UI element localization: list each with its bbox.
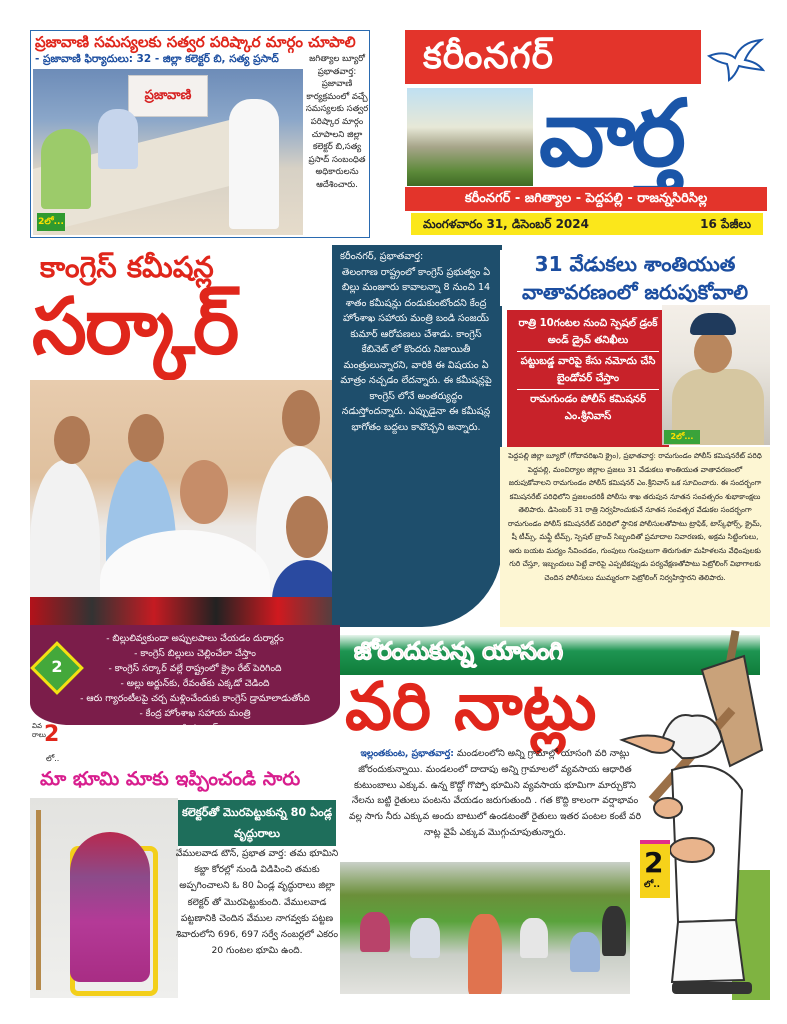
police-headline: 31 వేడుకలు శాంతియుత వాతావరణంలో జరుపుకోవాలి	[500, 250, 770, 306]
walking-stick	[36, 810, 41, 990]
prajavani-story	[30, 30, 370, 238]
highlight-item: - అల్లు అర్జున్‌కు, రేవంత్‌కు ఎక్కడో చెడింది	[120, 678, 270, 689]
photo-face	[128, 414, 164, 462]
elderly-woman-photo	[30, 798, 178, 998]
masthead-title: వార్త	[539, 80, 682, 187]
prajavani-photo	[33, 69, 303, 235]
details-label: వివరాలు	[32, 722, 46, 739]
lead-dateline: కరీంనగర్, ప్రభాతవార్త:	[340, 251, 424, 262]
paddy-field-photo	[340, 862, 630, 994]
photo-face	[694, 331, 732, 373]
photo-person	[410, 918, 440, 958]
land-headline: మా భూమి మాకు ఇప్పించండి సారు	[40, 768, 301, 790]
continued-badge[interactable]	[640, 840, 670, 898]
photo-face	[54, 416, 90, 464]
highlight-item: - కేంద్ర హోంశాఖ సహాయ మంత్రి	[139, 708, 251, 719]
highlight-item: - బిల్లులివ్వకుండా అప్పులపాలు చేయడం దుర్మార్గం	[106, 633, 284, 644]
lead-headline: సర్కార్	[32, 282, 238, 372]
details-suffix: లో..	[46, 754, 60, 763]
details-jump-badge[interactable]	[32, 722, 66, 766]
paddy-body: మండలంలోని అన్ని గ్రామాల్లో యాసంగి వరి నాట్లు జోరందుకున్నాయి. మండలంలో దాదాపు అన్ని గ్రామాలలో వ్యవసాయ ఆధారిత కుటుంబాలు ఎక్కువ. ఉన్న కొద్దో గొప్పో భూమిని వ్యవసాయ భూమిగా మార్చుకొని నేలను బట్టి రైతులు పంటను వేయడం జరుగుతుంది . గత కొద్ది కాలంగా వర్షాభావం వల్ల సాగు నీరు ఎక్కువ అందు బాటులో ఉండటంతో రైతులు ఇతర పంటల కంటే వరి నాట్ల వైపే ఎక్కువ మొగ్గుచూపుతున్నారు.	[348, 748, 642, 838]
dam-illustration	[407, 88, 533, 186]
highlight-item: రాత్రి 10గంటల నుంచి స్పెషల్ డ్రంక్ అండ్ డ్రైవ్ తనిఖీలు	[518, 318, 658, 346]
masthead-districts: కరీంనగర్ - జగిత్యాల - పెద్దపల్లి - రాజన్నసిరిసిల్ల	[405, 187, 767, 211]
highlight-item: పట్టుబడ్డ వారిపై కేసు నమోదు చేసి బైండోవర్ చేస్తాం	[520, 356, 656, 384]
photo-person	[360, 912, 390, 952]
story-headline: ప్రజావాణి సమస్యలకు సత్వర పరిష్కార మార్గం చూపాలి	[35, 33, 356, 51]
photo-person	[229, 99, 279, 229]
photo-person	[570, 932, 600, 972]
police-body: పెద్దపల్లి జిల్లా బ్యూరో (గోదావరిఖని క్రైం), ప్రభాతవార్త: రామగుండం పోలీస్ కమిషనరేట్ పరిధి పెద్దపల్లి, మంచిర్యాల జిల్లాల ప్రజలు 31 వేడుకలు శాంతియుత వాతావరణంలో జరుపుకోవాలని రామగుండం పోలీస్ కమిషనర్ ఎం.శ్రీనివాస్ ఒక సూచించారు. ఈ సందర్భంగా కమిషనరేట్ పరిధిలోని ప్రజలందరికీ పోలీసు శాఖ తరుపున నూతన సంవత్సరం శుభాకాంక్షలు తెలిపారు. డిసెంబర్ 31 రాత్రి నిర్వహించుకునే నూతన సంవత్సర వేడుకల సందర్భంగా రామగుండం పోలీస్ కమిషనరేట్ పరిధిలో స్థానిక పోలీసులతోపాటు ట్రాఫిక్, టాస్క్‌ఫోర్స్, క్రైమ్, షీ టీమ్స్, మఫ్టీ టీమ్స్, స్పెషల్ బ్రాంచ్ సిబ్బందితో ప్రమాదాల నివారణకు, అక్రమ సిట్టింగులు, ఆరు బయట మద్యం సేవించడం, గుంపులు గుంపులుగా తిరుగుతూ మహిళలను వేధింపులకు గురి చేస్తూ, ఇబ్బందులు పెట్టే వారిపై ఎప్పటికప్పుడు పర్యవేక్షణతోపాటు పెట్రోలింగ్ విభాగాలకు చెందిన పోలీసులు ముమ్మరంగా పెట్రోలింగ్ నిర్వహిస్తారని తెలిపారు.	[508, 451, 762, 582]
masthead	[405, 30, 767, 238]
photo-face	[286, 496, 328, 558]
paddy-dateline: ఇల్లంతకుంట, ప్రభాతవార్త:	[360, 748, 454, 759]
highlight-item: - ఆరు గ్యారంటీలపై చర్చ మళ్లించేందుకు కాంగ్రెస్ డ్రామాలాడుతోంది	[80, 693, 310, 704]
police-cap	[690, 313, 736, 335]
story-subhead: - ప్రజావాణి ఫిర్యాదులు: 32 - జిల్లా కలెక్టర్ బి, సత్య ప్రసాద్	[35, 53, 279, 65]
highlight-list	[50, 631, 340, 736]
page-count: 16 పేజీలు	[700, 217, 751, 231]
land-subhead: కలెక్టర్‌తో మొరపెట్టుకున్న 80 ఏండ్ల వృద్ధురాలు	[178, 800, 336, 846]
police-body-panel	[500, 447, 770, 627]
microphones	[30, 597, 340, 625]
highlight-item: రామగుండం పోలీస్ కమిషనర్ ఎం.శ్రీనివాస్	[530, 394, 646, 422]
paddy-headline: వరి నాట్లు	[345, 668, 597, 745]
photo-person	[41, 129, 91, 209]
press-meet-photo	[30, 380, 340, 625]
jump-suffix: లో..	[644, 880, 661, 890]
photo-person	[98, 109, 138, 169]
prajavani-sign: ప్రజావాణి	[128, 75, 208, 117]
speaker-face	[180, 460, 228, 524]
story-body: జగిత్యాల బ్యూరో ప్రభాతవార్త: ప్రజావాణి కార్యక్రమంలో వచ్చే సమస్యలకు సత్వర పరిష్కార మార్గం చూపాలని జిల్లా కలెక్టర్ బి,సత్య ప్రసాద్ సంబంధిత అధికారులను ఆదేశించారు.	[305, 54, 369, 190]
photo-person	[70, 832, 150, 982]
jump-page: 2	[644, 846, 664, 879]
highlight-item: - కాంగ్రెస్ సర్కార్ వల్లే రాష్ట్రంలో క్రైం రేట్ పెరిగింది	[108, 663, 282, 674]
highlight-item: బండి సంజయ్	[169, 723, 221, 734]
dove-logo-icon	[705, 36, 765, 84]
details-page: 2	[44, 722, 60, 747]
photo-person	[520, 918, 548, 958]
continued-badge[interactable]: 2లో...	[37, 213, 65, 231]
photo-face	[282, 390, 320, 446]
commissioner-photo	[662, 305, 770, 445]
photo-person	[468, 914, 502, 994]
highlight-item: - కాంగ్రెస్ బిల్లులు చెల్లించేలా చేస్తాం	[134, 648, 256, 659]
masthead-dateline	[411, 213, 763, 235]
lead-body: తెలంగాణ రాష్ట్రంలో కాంగ్రెస్ ప్రభుత్వం ఏ బిల్లు మంజూరు కావాలన్నా 8 నుంచి 14 శాతం కమీషన్లు దండుకుంటోందని కేంద్ర హోంశాఖ సహాయ మంత్రి బండి సంజయ్ కుమార్ ఆరోపణలు చేశాడు. కాంగ్రెస్ కేబినెట్ లో కొందరు నిజాయితీ మంత్రులున్నారని, వారికి ఈ విషయం ఏ మాత్రం నచ్చడం లేదన్నారు. ఈ కమీషన్లపై కాంగ్రెస్ లోనే అంతర్యుద్ధం నడుస్తోందన్నారు. ఎప్పుడైనా ఈ కమీషన్ల భాగోతం బద్దలు కావొచ్చని అన్నారు.	[340, 266, 492, 433]
divider	[517, 351, 659, 352]
continued-badge[interactable]: 2	[30, 641, 84, 695]
paddy-kicker: జోరందుకున్న యాసంగి	[354, 637, 564, 665]
issue-date: మంగళవారం 31, డిసెంబర్ 2024	[423, 217, 589, 231]
farmer-cartoon-icon	[612, 630, 770, 1000]
masthead-city: కరీంనగర్	[405, 30, 701, 84]
divider	[517, 389, 659, 390]
lead-kicker: కాంగ్రెస్ కమీషన్ల	[40, 250, 214, 284]
continued-badge[interactable]: 2లో...	[664, 430, 700, 444]
lead-body-panel	[332, 245, 502, 627]
police-highlights	[507, 310, 669, 448]
land-body: వేములవాడ టౌన్, ప్రభాత వార్త: తమ భూమిని కబ్జా కోరల్లో నుండి విడిపించి తమకు అప్పగించాలని ఓ 80 ఏండ్ల వృద్ధురాలు జిల్లా కలెక్టర్ తో మొరపెట్టుకుంది. వేములవాడ పట్టణానికి చెందిన వేముల నాగవ్వకు పట్టణ శివారులోని 696, 697 సర్వే నంబర్లలో ఎకరం 20 గుంటల భూమి ఉంది.	[175, 848, 339, 957]
